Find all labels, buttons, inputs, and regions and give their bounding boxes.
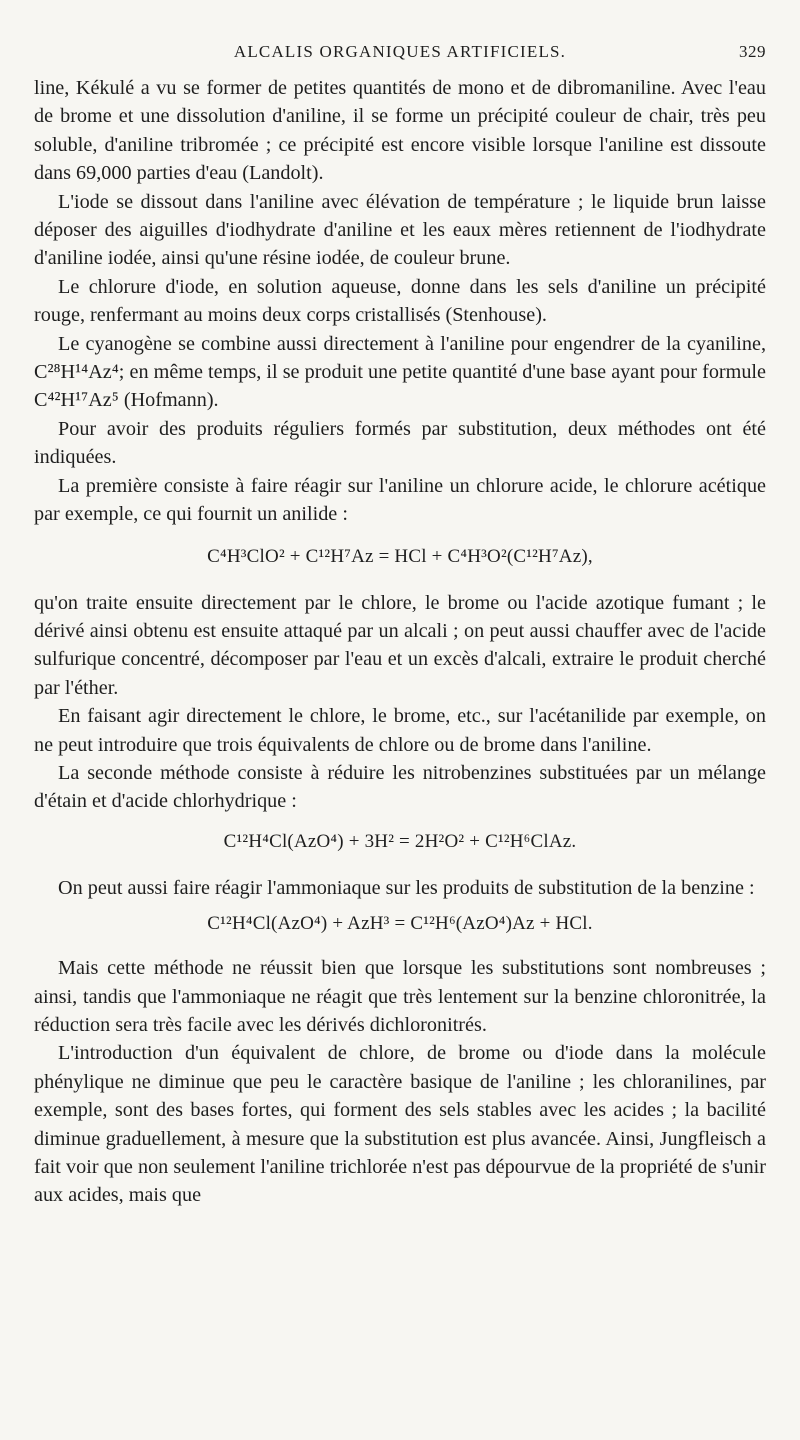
paragraph-continued: line, Kékulé a vu se former de petites quantités de mono et de dibromaniline. Avec l'eau de brome et une dissolution d'aniline, il se forme un précipité couleur de chair, très peu soluble, d'aniline tribromée ; ce précipité est encore visible lorsque l'aniline est dissoute dans 69,000 parties d'eau (Landolt). [34,77,766,185]
paragraph-cyanogene: Le cyanogène se combine aussi directement à l'aniline pour engendrer de la cyaniline, C²⁸H¹⁴Az⁴; en même temps, il se produit une petite quantité d'une base ayant pour formule C⁴²H¹⁷Az⁵ (Hofmann). [34,332,766,412]
running-title: ALCALIS ORGANIQUES ARTIFICIELS. [233,42,567,61]
paragraph-seconde-methode: La seconde méthode consiste à réduire les nitrobenzines substituées par un mélange d'étain et d'acide chlorhydrique : [34,761,766,813]
paragraph-introduction: L'introduction d'un équivalent de chlore, de brome ou d'iode dans la molécule phénylique ne diminue que peu le caractère basique de l'aniline ; les chloranilines, par exemple, sont des bases fortes, qui forment des sels stables avec les acides ; la bacilité diminue graduellement, à mesure que la substitution est plus avancée. Ainsi, Jungfleisch a fait voir que non seulement l'aniline trichlorée n'est pas dépourvue de la propriété de s'unir aux acides, mais que [34,1042,766,1207]
paragraph-chlorure-iode: Le chlorure d'iode, en solution aqueuse, donne dans les sels d'aniline un précipité rouge, renfermant au moins deux corps cristallisés (Stenhouse). [34,275,766,327]
formula-anilide: C⁴H³ClO² + C¹²H⁷Az = HCl + C⁴H³O²(C¹²H⁷Az), [207,545,593,567]
formula-ammoniaque: C¹²H⁴Cl(AzO⁴) + AzH³ = C¹²H⁶(AzO⁴)Az + HCl. [207,913,593,935]
paragraph-traitement: qu'on traite ensuite directement par le chlore, le brome ou l'acide azotique fumant ; le dérivé ainsi obtenu est ensuite attaqué par un alcali ; on peut aussi chauffer avec de l'acide sulfurique concentré, décomposer par l'eau et un excès d'alcali, extraire le produit cherché par l'éther. [34,591,766,699]
running-header [34,40,766,74]
formula-reduction: C¹²H⁴Cl(AzO⁴) + 3H² = 2H²O² + C¹²H⁶ClAz. [223,830,577,852]
paragraph-iode: L'iode se dissout dans l'aniline avec élévation de température ; le liquide brun laisse déposer des aiguilles d'iodhydrate d'aniline et les eaux mères retiennent de l'iodhydrate d'aniline iodée, ainsi qu'une résine iodée, de couleur brune. [34,190,766,270]
page-body [34,74,766,1210]
page-number: 329 [739,42,766,61]
paragraph-acetanilide: En faisant agir directement le chlore, le brome, etc., sur l'acétanilide par exemple, on ne peut introduire que trois équivalents de chlore ou de brome dans l'aniline. [34,705,766,756]
paragraph-methodes: Pour avoir des produits réguliers formés par substitution, deux méthodes ont été indiquées. [34,417,766,469]
paragraph-substitutions: Mais cette méthode ne réussit bien que lorsque les substitutions sont nombreuses ; ainsi, tandis que l'ammoniaque ne réagit que très lentement sur la benzine chloronitrée, la réduction sera très facile avec les dérivés dichloronitrés. [34,957,766,1036]
paragraph-ammoniaque: On peut aussi faire réagir l'ammoniaque sur les produits de substitution de la benzine : [58,876,755,899]
paragraph-premiere-methode: La première consiste à faire réagir sur l'aniline un chlorure acide, le chlorure acétique par exemple, ce qui fournit un anilide : [34,474,766,526]
